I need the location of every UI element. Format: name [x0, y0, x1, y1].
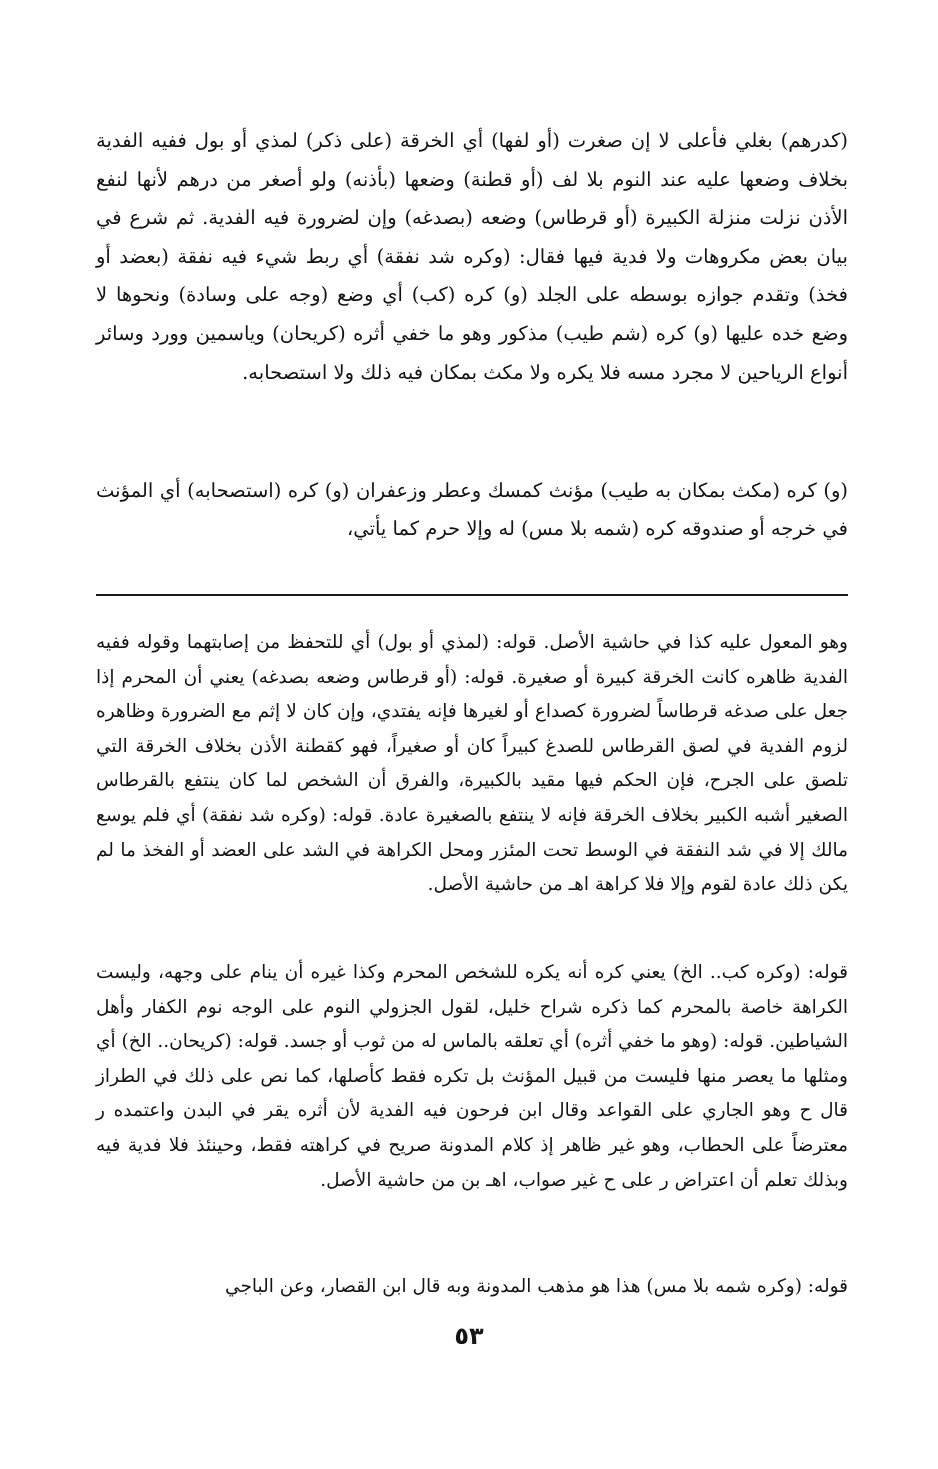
- footnote-paragraph: وهو المعول عليه كذا في حاشية الأصل. قوله: (لمذي أو بول) أي للتحفظ من إصابتهما وقوله ففيه الفدية ظاهره كانت الخرقة كبيرة أو صغيرة. قوله: (أو قرطاس وضعه بصدغه) يعني أن المحرم إذا جعل على صدغه قرطاساً لضرورة كصداع أو لغيرها فإنه يفتدي، وإن كان لا إثم مع الضرورة وظاهره لزوم الفدية في لصق القرطاس للصدغ كبيراً كان أو صغيراً، فهو كقطنة الأذن بخلاف الخرقة التي تلصق على الجرح، فإن الحكم فيها مقيد بالكبيرة، والفرق أن الشخص لما كان ينتفع بالقرطاس الصغير أشبه الكبير بخلاف الخرقة فإنه لا ينتفع بالصغيرة عادة. قوله: (وكره شد نفقة) أي فلم يوسع مالك إلا في شد النفقة في الوسط تحت المئزر ومحل الكراهة في الشد على العضد أو الفخذ ما لم يكن ذلك عادة لقوم وإلا فلا كراهة اهـ من حاشية الأصل.: [96, 632, 848, 896]
- footnote-divider: [96, 594, 848, 596]
- page-number: ٥٣: [454, 1322, 484, 1350]
- main-text-paragraph: (كدرهم) بغلي فأعلى لا إن صغرت (أو لفها) أي الخرقة (على ذكر) لمذي أو بول ففيه الفدية بخلاف وضعها عليه عند النوم بلا لف (أو قطنة) وضعها (بأذنه) ولو أصغر من درهم لأنها لنفع الأذن نزلت منزلة الكبيرة (أو قرطاس) وضعه (بصدغه) وإن لضرورة فيه الفدية. ثم شرع في بيان بعض مكروهات ولا فدية فيها فقال: (وكره شد نفقة) أي ربط شيء فيه نفقة (بعضد أو فخذ) وتقدم جوازه بوسطه على الجلد (و) كره (كب) أي وضع (وجه على وسادة) ونحوها لا وضع خده عليها (و) كره (شم طيب) مذكور وهو ما خفي أثره (كريحان) وياسمين وورد وسائر أنواع الرياحين لا مجرد مسه فلا يكره ولا مكث بمكان فيه ذلك ولا استصحابه.: [96, 129, 848, 384]
- footnote-paragraph: قوله: (وكره كب.. الخ) يعني كره أنه يكره للشخص المحرم وكذا غيره أن ينام على وجهه، وليست الكراهة خاصة بالمحرم كما ذكره شراح خليل، لقول الجزولي النوم على الوجه نوم الكفار وأهل الشياطين. قوله: (وهو ما خفي أثره) أي تعلقه بالماس له من ثوب أو جسد. قوله: (كريحان.. الخ) أي ومثلها ما يعصر منها فليست من قبيل المؤنث بل تكره فقط كأصلها، كما نص على ذلك في الطراز قال ح وهو الجاري على القواعد وقال ابن فرحون فيه الفدية لأن أثره يقر في البدن واعتمده ر معترضاً على الحطاب، وهو غير ظاهر إذ كلام المدونة صريح في كراهته فقط، وحينئذ فلا فدية فيه وبذلك تعلم أن اعتراض ر على ح غير صواب، اهـ بن من حاشية الأصل.: [96, 962, 848, 1191]
- footnote-paragraph: قوله: (وكره شمه بلا مس) هذا هو مذهب المدونة وبه قال ابن القصار، وعن الباجي: [225, 1276, 848, 1297]
- main-text-paragraph: (و) كره (مكث بمكان به طيب) مؤنث كمسك وعطر وزعفران (و) كره (استصحابه) أي المؤنث في خرجه أو صندوقه كره (شمه بلا مس) له وإلا حرم كما يأتي،: [96, 479, 848, 540]
